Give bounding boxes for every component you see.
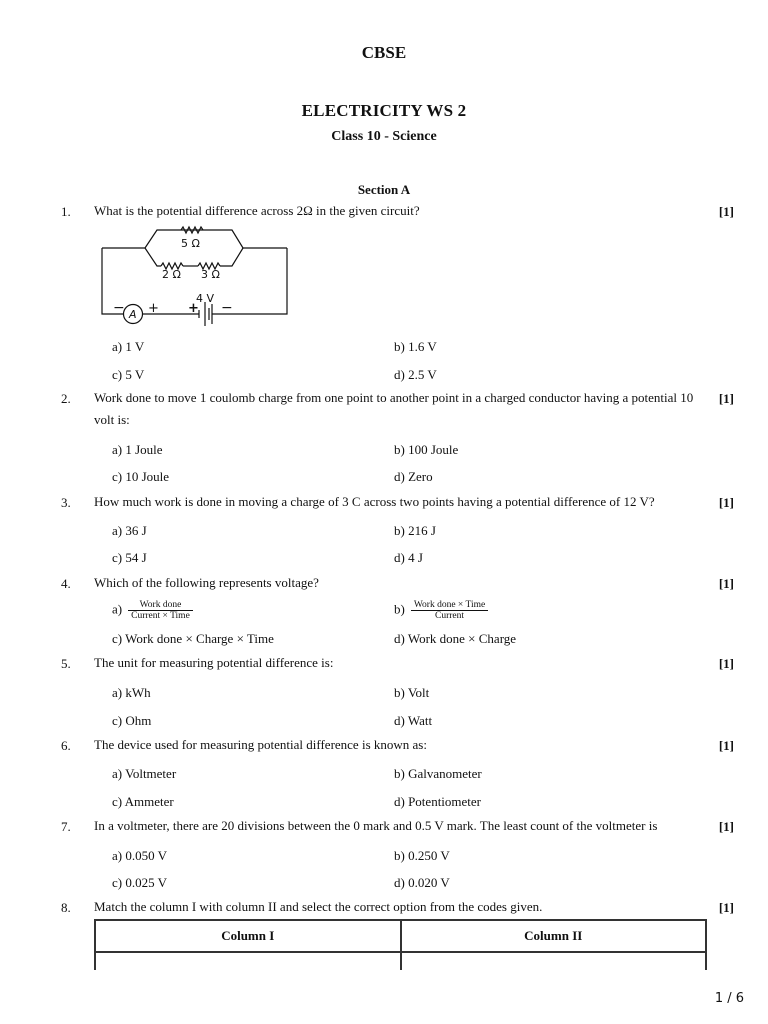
option-c[interactable]: c) 0.025 V [112, 875, 168, 890]
page-number: 1 / 6 [714, 991, 744, 1006]
question-marks: [1] [718, 819, 734, 834]
question-marks: [1] [718, 900, 734, 915]
option-c[interactable]: c) Work done × Charge × Time [112, 631, 274, 646]
option-d[interactable]: d) 4 J [394, 550, 423, 565]
table-header-row [95, 920, 706, 952]
option-b[interactable]: b) 1.6 V [394, 339, 437, 354]
question-text: Match the column I with column II and select the correct option from the codes given. [94, 899, 543, 914]
question-number: 3. [61, 495, 71, 510]
option-a[interactable]: a) 1 V [112, 339, 145, 354]
option-a[interactable]: a) 1 Joule [112, 442, 163, 457]
question-marks: [1] [718, 391, 734, 406]
fraction [411, 600, 488, 621]
option-b[interactable]: b) Galvanometer [394, 766, 482, 781]
question-number: 4. [61, 576, 71, 591]
option-c[interactable]: c) 54 J [112, 550, 147, 565]
question-text: The unit for measuring potential difference is: [94, 655, 334, 670]
circuit-label-3-ohm: 3 Ω [201, 268, 220, 281]
section-heading: Section A [357, 182, 411, 197]
option-prefix: a) [112, 601, 123, 617]
option-d[interactable]: d) Work done × Charge [394, 631, 517, 646]
question-marks: [1] [718, 204, 734, 219]
option-d[interactable]: d) Potentiometer [394, 794, 482, 809]
fraction-numerator: Work done [128, 600, 193, 611]
option-d[interactable]: d) Watt [394, 713, 433, 728]
option-b[interactable]: b) 0.250 V [394, 848, 450, 863]
fraction-numerator: Work done × Time [411, 600, 488, 611]
question-number: 6. [61, 738, 71, 753]
option-c[interactable]: c) 5 V [112, 367, 145, 382]
question-marks: [1] [718, 656, 734, 671]
option-a[interactable]: a) 36 J [112, 523, 147, 538]
fraction-denominator: Current [435, 611, 465, 621]
option-b[interactable]: b) 100 Joule [394, 442, 459, 457]
question-text: Which of the following represents voltage? [94, 575, 319, 590]
option-d[interactable]: d) 2.5 V [394, 367, 437, 382]
svg-text:−: − [221, 300, 233, 316]
svg-text:+: + [188, 301, 199, 316]
option-a[interactable] [112, 600, 193, 621]
question-text: What is the potential difference across 2Ω in the given circuit? [94, 203, 420, 218]
option-a[interactable]: a) 0.050 V [112, 848, 168, 863]
option-c[interactable]: c) 10 Joule [112, 469, 170, 484]
circuit-label-5-ohm: 5 Ω [181, 237, 200, 250]
option-c[interactable]: c) Ohm [112, 713, 152, 728]
question-number: 5. [61, 656, 71, 671]
option-a[interactable]: a) kWh [112, 685, 151, 700]
option-d[interactable]: d) Zero [394, 469, 433, 484]
option-a[interactable]: a) Voltmeter [112, 766, 177, 781]
question-marks: [1] [718, 738, 734, 753]
ammeter-label: A [129, 308, 137, 321]
fraction [128, 600, 193, 621]
worksheet-title: ELECTRICITY WS 2 [301, 101, 467, 120]
circuit-diagram [97, 224, 292, 326]
question-text: How much work is done in moving a charge of 3 C across two points having a potential difference of 12 V? [94, 494, 655, 509]
option-c[interactable]: c) Ammeter [112, 794, 174, 809]
question-number: 1. [61, 204, 71, 219]
option-b[interactable] [394, 600, 488, 621]
option-d[interactable]: d) 0.020 V [394, 875, 450, 890]
worksheet-subtitle: Class 10 - Science [331, 129, 437, 144]
question-number: 7. [61, 819, 71, 834]
svg-text:−: − [113, 300, 125, 316]
board-name: CBSE [361, 43, 407, 62]
column-header: Column I [95, 920, 401, 952]
option-b[interactable]: b) 216 J [394, 523, 436, 538]
question-text: In a voltmeter, there are 20 divisions between the 0 mark and 0.5 V mark. The least count of the voltmeter is [94, 818, 658, 833]
question-number: 2. [61, 391, 71, 406]
question-marks: [1] [718, 576, 734, 591]
option-prefix: b) [394, 601, 405, 617]
svg-text:+: + [148, 301, 159, 316]
fraction-denominator: Current × Time [131, 611, 190, 621]
question-text: Work done to move 1 coulomb charge from one point to another point in a charged conductor having a potential 10 volt is: [94, 390, 694, 427]
page-cutoff [90, 970, 720, 990]
column-header: Column II [401, 920, 707, 952]
question-text: The device used for measuring potential difference is known as: [94, 737, 427, 752]
question-marks: [1] [718, 495, 734, 510]
option-b[interactable]: b) Volt [394, 685, 430, 700]
circuit-label-2-ohm: 2 Ω [162, 268, 181, 281]
question-number: 8. [61, 900, 71, 915]
circuit-label-battery: 4 V [196, 292, 215, 305]
